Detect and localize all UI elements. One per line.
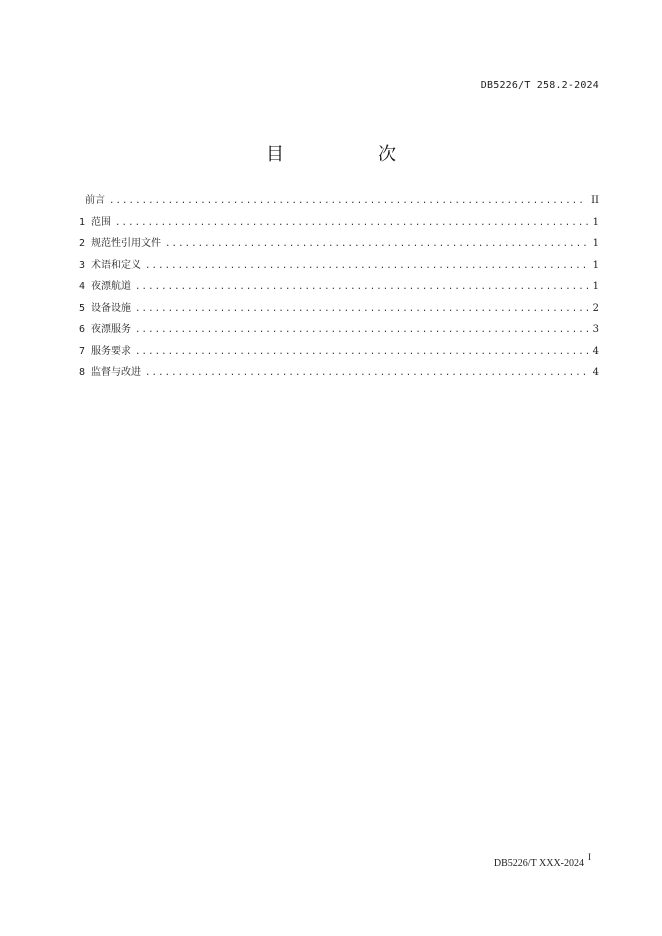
toc-entry-page: 1 [592, 259, 599, 271]
toc-leader-dots [135, 345, 589, 359]
toc-entry-night-drift-channel[interactable] [79, 280, 599, 302]
toc-entry-terms-definitions[interactable] [79, 259, 599, 281]
toc-entry-title: 术语和定义 [91, 259, 142, 271]
toc-entry-page: 1 [592, 281, 599, 292]
toc-entry-title: 夜漂航道 [91, 281, 132, 292]
toc-entry-label [79, 259, 141, 273]
toc-entry-equipment-facilities[interactable] [79, 302, 599, 324]
toc-leader-dots [115, 216, 589, 230]
toc-leader-dots [165, 237, 589, 251]
toc-entry-number: 6 [79, 324, 86, 335]
toc-entry-number: 4 [79, 281, 86, 292]
toc-entry-page: 1 [592, 238, 599, 249]
toc-entry-title: 夜漂服务 [91, 324, 132, 335]
toc-entry-scope[interactable] [79, 216, 599, 238]
toc-entry-number: 1 [79, 216, 86, 228]
toc-entry-title: 前言 [85, 195, 105, 206]
toc-title: 目 次 [266, 144, 434, 165]
toc-entry-title: 规范性引用文件 [91, 238, 162, 249]
footer-doc-code: DB5226/T XXX-2024 [493, 858, 584, 869]
footer-page-number: I [588, 852, 591, 862]
toc-entry-page: 4 [592, 367, 599, 378]
toc-entry-page: 1 [592, 216, 599, 228]
toc-entry-number: 7 [79, 345, 86, 357]
toc-entry-service-requirements[interactable] [79, 345, 599, 367]
table-of-contents [79, 194, 599, 388]
toc-leader-dots [135, 280, 589, 294]
toc-entry-label [79, 280, 131, 294]
toc-entry-label [79, 302, 131, 316]
toc-entry-night-drift-service[interactable] [79, 323, 599, 345]
header-doc-code: DB5226/T 258.2-2024 [480, 80, 599, 91]
toc-entry-label [79, 194, 105, 208]
toc-entry-title: 范围 [91, 216, 112, 228]
toc-leader-dots [145, 366, 589, 380]
toc-entry-label [79, 345, 131, 359]
toc-entry-number: 3 [79, 259, 86, 271]
toc-entry-page: II [591, 195, 599, 206]
toc-leader-dots [135, 323, 589, 337]
toc-entry-label [79, 366, 141, 380]
toc-entry-label [79, 216, 111, 230]
toc-entry-foreword[interactable] [79, 194, 599, 216]
toc-entry-number: 5 [79, 302, 86, 314]
toc-entry-page: 2 [592, 302, 599, 314]
toc-entry-title: 监督与改进 [91, 367, 142, 378]
toc-leader-dots [145, 259, 589, 273]
toc-entry-normative-references[interactable] [79, 237, 599, 259]
toc-entry-title: 设备设施 [91, 302, 132, 314]
toc-entry-page: 3 [592, 324, 599, 335]
toc-entry-supervision-improvement[interactable] [79, 366, 599, 388]
toc-entry-label [79, 323, 131, 337]
toc-leader-dots [109, 194, 587, 208]
toc-entry-number: 2 [79, 238, 86, 249]
toc-leader-dots [135, 302, 589, 316]
toc-entry-label [79, 237, 161, 251]
toc-entry-title: 服务要求 [91, 345, 132, 357]
toc-entry-number: 8 [79, 367, 86, 378]
toc-entry-page: 4 [592, 345, 599, 357]
